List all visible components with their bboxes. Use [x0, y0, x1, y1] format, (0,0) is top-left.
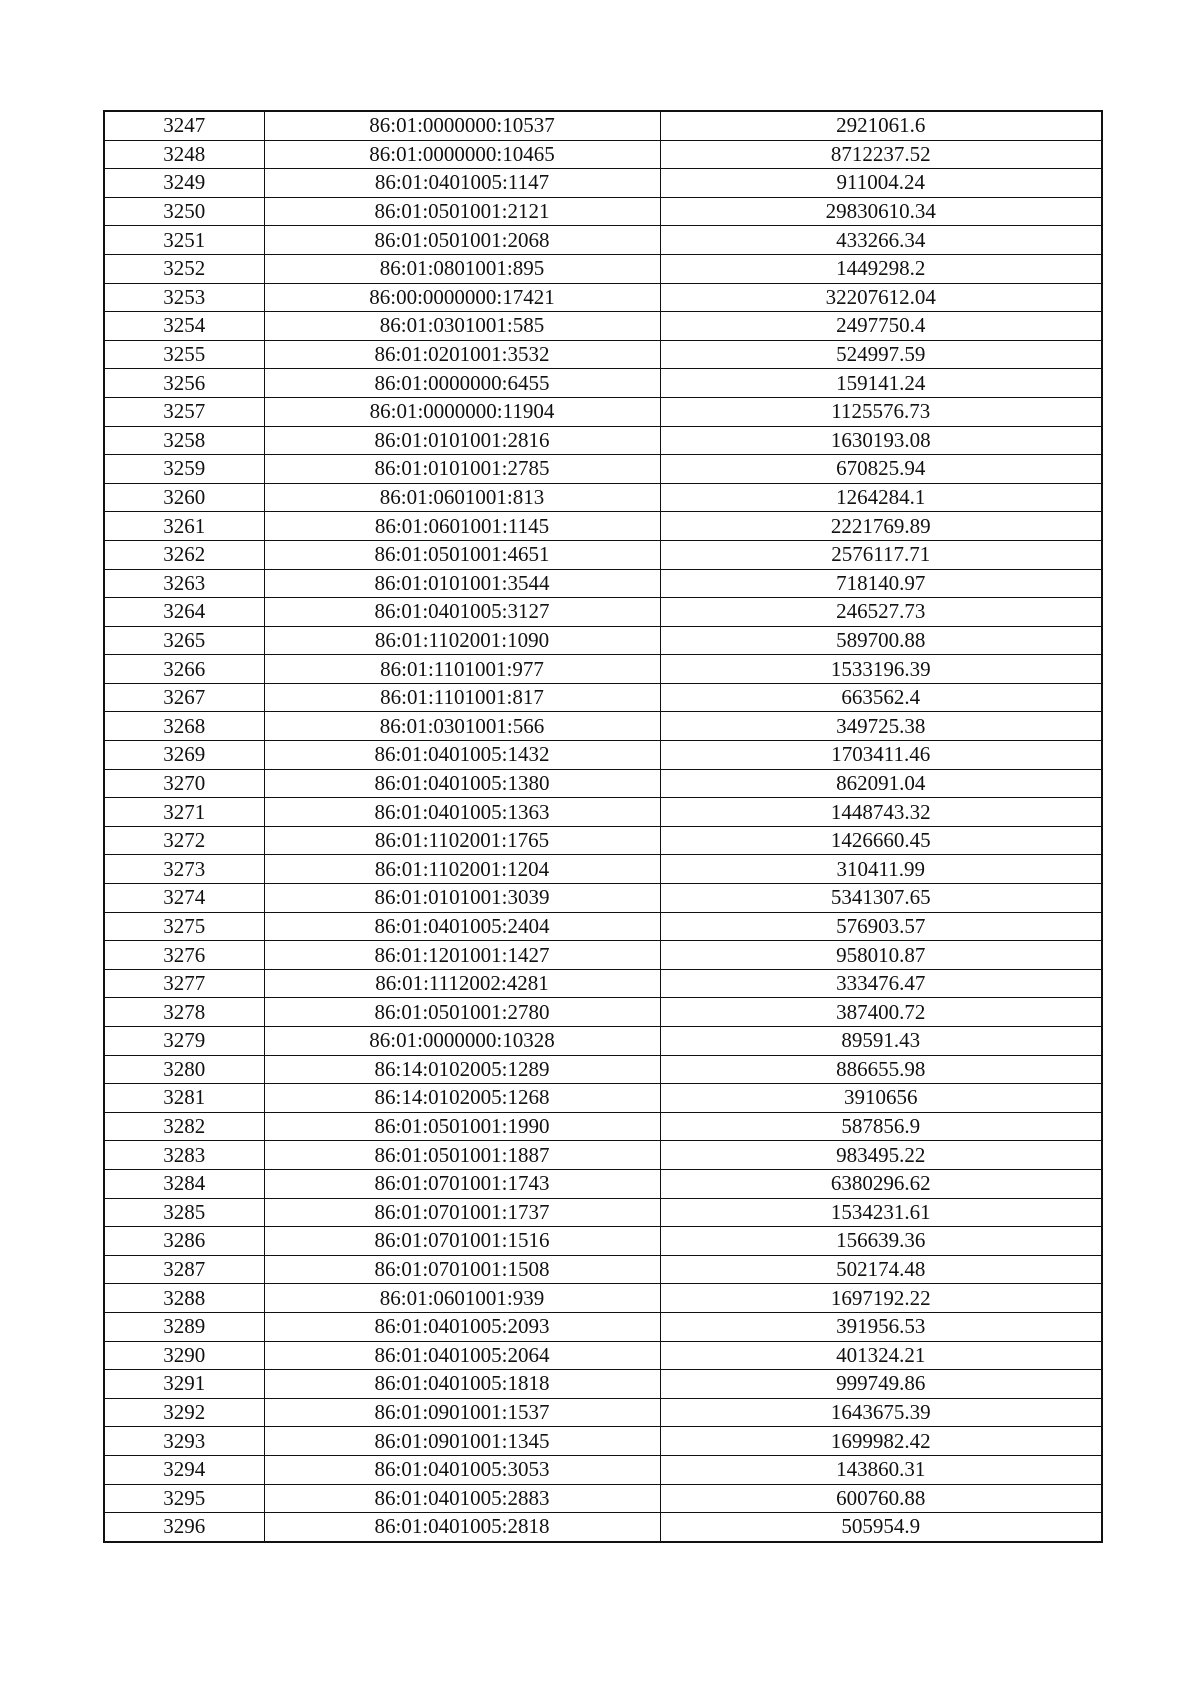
- cadastral-value-cell: 1449298.2: [660, 254, 1102, 283]
- cadastral-number-cell: 86:01:0000000:6455: [264, 369, 660, 398]
- cadastral-value-cell: 576903.57: [660, 912, 1102, 941]
- cadastral-value-cell: 433266.34: [660, 226, 1102, 255]
- cadastral-value-cell: 1426660.45: [660, 826, 1102, 855]
- cadastral-number-cell: 86:01:0501001:2780: [264, 998, 660, 1027]
- table-row: [104, 598, 1102, 627]
- row-number-cell: 3290: [104, 1341, 264, 1370]
- cadastral-number-cell: 86:01:0401005:1380: [264, 769, 660, 798]
- cadastral-value-cell: 401324.21: [660, 1341, 1102, 1370]
- row-number-cell: 3270: [104, 769, 264, 798]
- table-row: [104, 1370, 1102, 1399]
- row-number-cell: 3269: [104, 741, 264, 770]
- table-row: [104, 741, 1102, 770]
- table-row: [104, 655, 1102, 684]
- cadastral-value-cell: 1699982.42: [660, 1427, 1102, 1456]
- table-row: [104, 197, 1102, 226]
- cadastral-value-cell: 349725.38: [660, 712, 1102, 741]
- table-row: [104, 426, 1102, 455]
- cadastral-value-cell: 89591.43: [660, 1027, 1102, 1056]
- table-row: [104, 483, 1102, 512]
- cadastral-value-cell: 156639.36: [660, 1227, 1102, 1256]
- row-number-cell: 3274: [104, 884, 264, 913]
- cadastral-value-cell: 2497750.4: [660, 312, 1102, 341]
- row-number-cell: 3291: [104, 1370, 264, 1399]
- table-row: [104, 1427, 1102, 1456]
- cadastral-number-cell: 86:01:0201001:3532: [264, 340, 660, 369]
- cadastral-value-cell: 8712237.52: [660, 140, 1102, 169]
- table-body: [104, 111, 1102, 1542]
- cadastral-number-cell: 86:01:0101001:3039: [264, 884, 660, 913]
- cadastral-number-cell: 86:01:0000000:10465: [264, 140, 660, 169]
- cadastral-number-cell: 86:01:0701001:1737: [264, 1198, 660, 1227]
- row-number-cell: 3254: [104, 312, 264, 341]
- row-number-cell: 3266: [104, 655, 264, 684]
- table-row: [104, 912, 1102, 941]
- cadastral-value-cell: 524997.59: [660, 340, 1102, 369]
- row-number-cell: 3271: [104, 798, 264, 827]
- cadastral-number-cell: 86:01:0401005:2404: [264, 912, 660, 941]
- row-number-cell: 3295: [104, 1484, 264, 1513]
- table-row: [104, 998, 1102, 1027]
- row-number-cell: 3282: [104, 1112, 264, 1141]
- cadastral-number-cell: 86:01:0501001:2121: [264, 197, 660, 226]
- table-row: [104, 1484, 1102, 1513]
- cadastral-value-cell: 1448743.32: [660, 798, 1102, 827]
- cadastral-value-cell: 1264284.1: [660, 483, 1102, 512]
- table-row: [104, 1141, 1102, 1170]
- cadastral-value-cell: 2576117.71: [660, 540, 1102, 569]
- table-row: [104, 712, 1102, 741]
- row-number-cell: 3280: [104, 1055, 264, 1084]
- table-row: [104, 1055, 1102, 1084]
- table-row: [104, 769, 1102, 798]
- cadastral-number-cell: 86:01:0701001:1743: [264, 1169, 660, 1198]
- table-row: [104, 254, 1102, 283]
- table-row: [104, 1255, 1102, 1284]
- cadastral-number-cell: 86:01:0501001:2068: [264, 226, 660, 255]
- table-row: [104, 283, 1102, 312]
- cadastral-value-cell: 1697192.22: [660, 1284, 1102, 1313]
- row-number-cell: 3262: [104, 540, 264, 569]
- cadastral-number-cell: 86:01:0401005:1432: [264, 741, 660, 770]
- row-number-cell: 3278: [104, 998, 264, 1027]
- cadastral-number-cell: 86:01:0000000:10328: [264, 1027, 660, 1056]
- cadastral-number-cell: 86:01:0501001:1990: [264, 1112, 660, 1141]
- table-row: [104, 455, 1102, 484]
- table-row: [104, 1398, 1102, 1427]
- cadastral-number-cell: 86:01:1101001:977: [264, 655, 660, 684]
- cadastral-number-cell: 86:01:0701001:1516: [264, 1227, 660, 1256]
- table-row: [104, 312, 1102, 341]
- cadastral-value-cell: 1643675.39: [660, 1398, 1102, 1427]
- cadastral-value-cell: 5341307.65: [660, 884, 1102, 913]
- cadastral-value-table: [103, 110, 1103, 1543]
- cadastral-number-cell: 86:01:0401005:2818: [264, 1513, 660, 1542]
- row-number-cell: 3260: [104, 483, 264, 512]
- row-number-cell: 3261: [104, 512, 264, 541]
- cadastral-value-cell: 670825.94: [660, 455, 1102, 484]
- table-row: [104, 340, 1102, 369]
- cadastral-number-cell: 86:01:1101001:817: [264, 683, 660, 712]
- row-number-cell: 3286: [104, 1227, 264, 1256]
- cadastral-number-cell: 86:01:1102001:1204: [264, 855, 660, 884]
- row-number-cell: 3268: [104, 712, 264, 741]
- row-number-cell: 3288: [104, 1284, 264, 1313]
- cadastral-value-cell: 663562.4: [660, 683, 1102, 712]
- cadastral-number-cell: 86:01:0101001:2816: [264, 426, 660, 455]
- table-row: [104, 226, 1102, 255]
- row-number-cell: 3285: [104, 1198, 264, 1227]
- cadastral-value-cell: 862091.04: [660, 769, 1102, 798]
- row-number-cell: 3272: [104, 826, 264, 855]
- row-number-cell: 3275: [104, 912, 264, 941]
- table-row: [104, 855, 1102, 884]
- table-row: [104, 1341, 1102, 1370]
- cadastral-number-cell: 86:01:0401005:2883: [264, 1484, 660, 1513]
- cadastral-value-cell: 505954.9: [660, 1513, 1102, 1542]
- table-row: [104, 1084, 1102, 1113]
- row-number-cell: 3252: [104, 254, 264, 283]
- cadastral-value-cell: 1630193.08: [660, 426, 1102, 455]
- table-row: [104, 1198, 1102, 1227]
- table-row: [104, 397, 1102, 426]
- cadastral-value-cell: 143860.31: [660, 1455, 1102, 1484]
- cadastral-number-cell: 86:01:0501001:1887: [264, 1141, 660, 1170]
- row-number-cell: 3296: [104, 1513, 264, 1542]
- row-number-cell: 3289: [104, 1312, 264, 1341]
- cadastral-number-cell: 86:01:1112002:4281: [264, 969, 660, 998]
- cadastral-value-cell: 1125576.73: [660, 397, 1102, 426]
- table-row: [104, 683, 1102, 712]
- row-number-cell: 3249: [104, 169, 264, 198]
- cadastral-value-cell: 600760.88: [660, 1484, 1102, 1513]
- cadastral-number-cell: 86:01:0101001:2785: [264, 455, 660, 484]
- cadastral-number-cell: 86:01:0601001:1145: [264, 512, 660, 541]
- cadastral-number-cell: 86:01:0701001:1508: [264, 1255, 660, 1284]
- cadastral-number-cell: 86:01:0000000:11904: [264, 397, 660, 426]
- cadastral-value-cell: 387400.72: [660, 998, 1102, 1027]
- cadastral-number-cell: 86:01:0401005:1363: [264, 798, 660, 827]
- row-number-cell: 3276: [104, 941, 264, 970]
- cadastral-value-cell: 310411.99: [660, 855, 1102, 884]
- cadastral-number-cell: 86:01:0000000:10537: [264, 111, 660, 140]
- cadastral-value-cell: 2921061.6: [660, 111, 1102, 140]
- table-row: [104, 540, 1102, 569]
- row-number-cell: 3273: [104, 855, 264, 884]
- row-number-cell: 3292: [104, 1398, 264, 1427]
- cadastral-number-cell: 86:01:1102001:1765: [264, 826, 660, 855]
- cadastral-value-cell: 159141.24: [660, 369, 1102, 398]
- cadastral-number-cell: 86:01:0901001:1345: [264, 1427, 660, 1456]
- cadastral-value-cell: 589700.88: [660, 626, 1102, 655]
- row-number-cell: 3264: [104, 598, 264, 627]
- cadastral-number-cell: 86:01:0401005:1818: [264, 1370, 660, 1399]
- row-number-cell: 3250: [104, 197, 264, 226]
- table-row: [104, 798, 1102, 827]
- cadastral-number-cell: 86:01:0401005:3053: [264, 1455, 660, 1484]
- table-row: [104, 826, 1102, 855]
- cadastral-number-cell: 86:01:0401005:2064: [264, 1341, 660, 1370]
- table-row: [104, 626, 1102, 655]
- row-number-cell: 3251: [104, 226, 264, 255]
- cadastral-value-cell: 502174.48: [660, 1255, 1102, 1284]
- cadastral-number-cell: 86:01:1201001:1427: [264, 941, 660, 970]
- cadastral-value-cell: 32207612.04: [660, 283, 1102, 312]
- row-number-cell: 3258: [104, 426, 264, 455]
- cadastral-value-cell: 29830610.34: [660, 197, 1102, 226]
- cadastral-value-cell: 999749.86: [660, 1370, 1102, 1399]
- cadastral-value-cell: 958010.87: [660, 941, 1102, 970]
- row-number-cell: 3287: [104, 1255, 264, 1284]
- cadastral-value-cell: 6380296.62: [660, 1169, 1102, 1198]
- table-row: [104, 941, 1102, 970]
- row-number-cell: 3253: [104, 283, 264, 312]
- cadastral-number-cell: 86:01:0101001:3544: [264, 569, 660, 598]
- table-row: [104, 1169, 1102, 1198]
- cadastral-value-cell: 1703411.46: [660, 741, 1102, 770]
- table-row: [104, 140, 1102, 169]
- table-row: [104, 969, 1102, 998]
- table-row: [104, 1112, 1102, 1141]
- table-row: [104, 884, 1102, 913]
- cadastral-value-cell: 587856.9: [660, 1112, 1102, 1141]
- cadastral-number-cell: 86:01:0901001:1537: [264, 1398, 660, 1427]
- row-number-cell: 3281: [104, 1084, 264, 1113]
- row-number-cell: 3277: [104, 969, 264, 998]
- table-row: [104, 169, 1102, 198]
- cadastral-value-cell: 3910656: [660, 1084, 1102, 1113]
- row-number-cell: 3293: [104, 1427, 264, 1456]
- table-row: [104, 1227, 1102, 1256]
- table-row: [104, 111, 1102, 140]
- row-number-cell: 3265: [104, 626, 264, 655]
- cadastral-number-cell: 86:01:0601001:939: [264, 1284, 660, 1313]
- cadastral-number-cell: 86:01:0801001:895: [264, 254, 660, 283]
- cadastral-value-cell: 983495.22: [660, 1141, 1102, 1170]
- cadastral-number-cell: 86:01:0601001:813: [264, 483, 660, 512]
- table-row: [104, 1312, 1102, 1341]
- table-row: [104, 1027, 1102, 1056]
- cadastral-number-cell: 86:14:0102005:1289: [264, 1055, 660, 1084]
- row-number-cell: 3248: [104, 140, 264, 169]
- table-row: [104, 512, 1102, 541]
- cadastral-number-cell: 86:01:0401005:2093: [264, 1312, 660, 1341]
- cadastral-number-cell: 86:14:0102005:1268: [264, 1084, 660, 1113]
- cadastral-number-cell: 86:01:0401005:3127: [264, 598, 660, 627]
- row-number-cell: 3263: [104, 569, 264, 598]
- row-number-cell: 3255: [104, 340, 264, 369]
- row-number-cell: 3294: [104, 1455, 264, 1484]
- cadastral-number-cell: 86:01:1102001:1090: [264, 626, 660, 655]
- table-row: [104, 1455, 1102, 1484]
- table-row: [104, 1513, 1102, 1542]
- cadastral-number-cell: 86:01:0401005:1147: [264, 169, 660, 198]
- cadastral-value-cell: 2221769.89: [660, 512, 1102, 541]
- cadastral-value-cell: 1533196.39: [660, 655, 1102, 684]
- cadastral-number-cell: 86:01:0501001:4651: [264, 540, 660, 569]
- row-number-cell: 3259: [104, 455, 264, 484]
- row-number-cell: 3284: [104, 1169, 264, 1198]
- cadastral-number-cell: 86:01:0301001:566: [264, 712, 660, 741]
- row-number-cell: 3283: [104, 1141, 264, 1170]
- table-row: [104, 1284, 1102, 1313]
- cadastral-value-cell: 333476.47: [660, 969, 1102, 998]
- cadastral-value-cell: 886655.98: [660, 1055, 1102, 1084]
- row-number-cell: 3279: [104, 1027, 264, 1056]
- row-number-cell: 3247: [104, 111, 264, 140]
- cadastral-number-cell: 86:00:0000000:17421: [264, 283, 660, 312]
- row-number-cell: 3257: [104, 397, 264, 426]
- table-row: [104, 569, 1102, 598]
- cadastral-value-cell: 246527.73: [660, 598, 1102, 627]
- table-row: [104, 369, 1102, 398]
- cadastral-value-cell: 391956.53: [660, 1312, 1102, 1341]
- row-number-cell: 3267: [104, 683, 264, 712]
- cadastral-value-cell: 1534231.61: [660, 1198, 1102, 1227]
- cadastral-value-cell: 911004.24: [660, 169, 1102, 198]
- cadastral-value-cell: 718140.97: [660, 569, 1102, 598]
- cadastral-number-cell: 86:01:0301001:585: [264, 312, 660, 341]
- row-number-cell: 3256: [104, 369, 264, 398]
